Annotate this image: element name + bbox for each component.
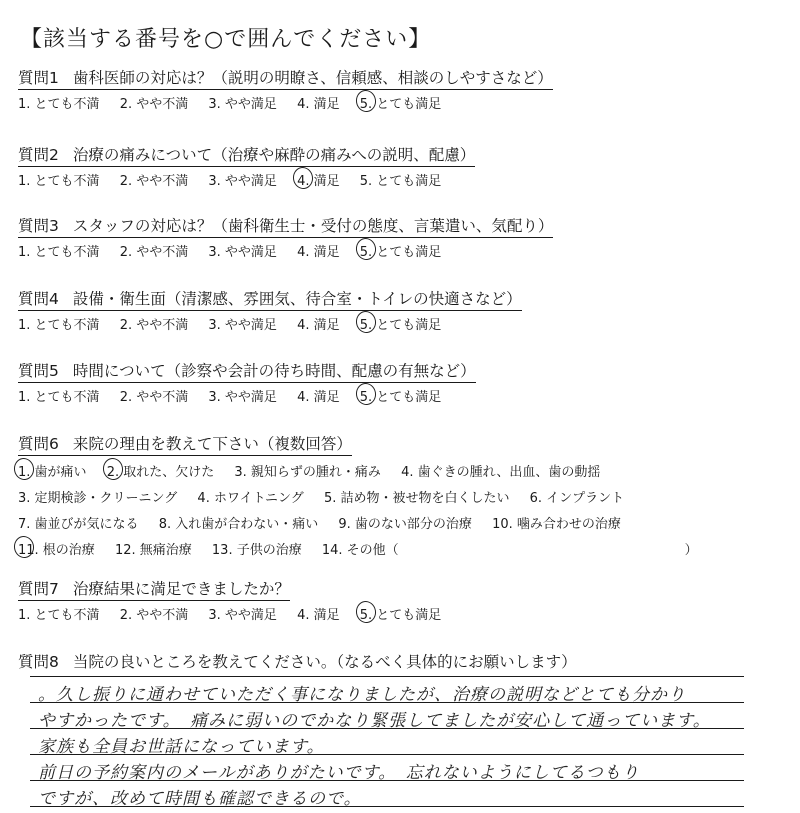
- question-6-label: 質問6: [18, 435, 59, 453]
- q6-option-14-other[interactable]: 14. その他（: [321, 543, 399, 558]
- comment-line-1: 。久し振りに通わせていただく事になりましたが、治療の説明などとても分かり: [38, 685, 686, 705]
- q1-option-3[interactable]: 3. やや満足: [208, 97, 277, 112]
- q3-option-1[interactable]: 1. とても不満: [18, 245, 100, 260]
- question-4-options: [18, 314, 800, 333]
- question-8-label: 質問8: [18, 653, 59, 671]
- q6-options-row-4: [18, 539, 800, 558]
- q6-options-row-3: [18, 513, 800, 532]
- q6-option-10[interactable]: 10. 噛み合わせの治療: [492, 517, 621, 532]
- q6-options-row-1: [18, 461, 800, 480]
- q2-option-5[interactable]: 5. とても満足: [359, 174, 442, 189]
- question-1-text: 歯科医師の対応は？（説明の明瞭さ、信頼感、相談のしやすさなど）: [72, 69, 553, 87]
- q3-option-3[interactable]: 3. やや満足: [208, 245, 277, 260]
- q4-option-1[interactable]: 1. とても不満: [18, 318, 100, 333]
- q5-option-3[interactable]: 3. やや満足: [208, 390, 277, 405]
- question-5-options: [18, 386, 800, 405]
- q6-option-7[interactable]: 7. 歯並びが気になる: [18, 517, 139, 532]
- q6-option-4[interactable]: 4. 歯ぐきの腫れ、出血、歯の動揺: [401, 465, 601, 480]
- question-7-text: 治療結果に満足できましたか？: [72, 580, 290, 598]
- q6-option-5[interactable]: 5. 詰め物・被せ物を白くしたい: [323, 491, 510, 506]
- question-6-text: 来院の理由を教えて下さい（複数回答）: [72, 435, 352, 453]
- q6-option-8[interactable]: 8. 入れ歯が合わない・痛い: [158, 517, 319, 532]
- q6-option-13[interactable]: 13. 子供の治療: [211, 543, 302, 558]
- q6-option-4b[interactable]: 4. ホワイトニング: [197, 491, 304, 506]
- q6-option-2-circled[interactable]: 2. 取れた、欠けた: [107, 461, 215, 480]
- q6-option-9[interactable]: 9. 歯のない部分の治療: [338, 517, 472, 532]
- q2-option-2[interactable]: 2. やや不満: [119, 174, 189, 189]
- q5-option-1[interactable]: 1. とても不満: [18, 390, 100, 405]
- q7-option-1[interactable]: 1. とても不満: [18, 608, 100, 623]
- question-5-text: 時間について（診察や会計の待ち時間、配慮の有無など）: [72, 362, 476, 380]
- ruled-line: [30, 676, 744, 677]
- q1-option-2[interactable]: 2. やや不満: [119, 97, 189, 112]
- q7-option-2[interactable]: 2. やや不満: [119, 608, 189, 623]
- question-3-options: [18, 241, 800, 260]
- question-7-label: 質問7: [18, 580, 59, 598]
- q3-option-4[interactable]: 4. 満足: [297, 245, 340, 260]
- question-5-label: 質問5: [18, 362, 59, 380]
- comment-line-4: 前日の予約案内のメールがありがたいです。 忘れないようにしてるつもり: [38, 763, 640, 783]
- question-8: [18, 650, 800, 673]
- question-7-heading: [18, 577, 290, 601]
- q1-option-5-circled[interactable]: 5. とても満足: [360, 93, 442, 112]
- question-1: [18, 66, 800, 112]
- q5-option-4[interactable]: 4. 満足: [297, 390, 340, 405]
- question-2-heading: [18, 143, 475, 167]
- comment-line-5: ですが、改めて時間も確認できるので。: [38, 789, 362, 809]
- q7-option-4[interactable]: 4. 満足: [297, 608, 340, 623]
- q4-option-2[interactable]: 2. やや不満: [119, 318, 189, 333]
- q5-option-5-circled[interactable]: 5. とても満足: [360, 386, 442, 405]
- q6-option-3b[interactable]: 3. 定期検診・クリーニング: [18, 491, 178, 506]
- q4-option-3[interactable]: 3. やや満足: [208, 318, 277, 333]
- question-1-heading: [18, 66, 553, 90]
- q3-option-2[interactable]: 2. やや不満: [119, 245, 189, 260]
- question-8-text: 当院の良いところを教えてください。（なるべく具体的にお願いします）: [72, 653, 577, 671]
- q4-option-5-circled[interactable]: 5. とても満足: [360, 314, 442, 333]
- q6-options-row-2: [18, 487, 800, 506]
- q6-option-1-circled[interactable]: 1. 歯が痛い: [18, 461, 87, 480]
- question-2-options: [18, 170, 800, 189]
- question-4: [18, 287, 800, 333]
- q6-option-11-circled[interactable]: 11. 根の治療: [18, 539, 95, 558]
- question-3-text: スタッフの対応は？（歯科衛生士・受付の態度、言葉遣い、気配り）: [72, 217, 554, 235]
- question-4-label: 質問4: [18, 290, 59, 308]
- q4-option-4[interactable]: 4. 満足: [297, 318, 340, 333]
- question-2-text: 治療の痛みについて（治療や麻酔の痛みへの説明、配慮）: [72, 146, 476, 164]
- q6-other-close-paren: ）: [684, 543, 698, 558]
- q6-option-12[interactable]: 12. 無痛治療: [114, 543, 192, 558]
- question-8-heading: [18, 650, 577, 673]
- question-5: [18, 359, 800, 405]
- question-5-heading: [18, 359, 476, 383]
- question-1-label: 質問1: [18, 69, 59, 87]
- q1-option-4[interactable]: 4. 満足: [297, 97, 340, 112]
- question-4-heading: [18, 287, 522, 311]
- q2-option-4-circled[interactable]: 4. 満足: [297, 170, 340, 189]
- question-7: [18, 577, 800, 623]
- question-3: [18, 214, 800, 260]
- question-3-label: 質問3: [18, 217, 59, 235]
- question-2-label: 質問2: [18, 146, 59, 164]
- q2-option-1[interactable]: 1. とても不満: [18, 174, 100, 189]
- comment-line-3: 家族も全員お世話になっています。: [38, 737, 325, 757]
- form-instruction-header: 【該当する番号を○で囲んでください】: [20, 27, 432, 52]
- q6-option-6[interactable]: 6. インプラント: [529, 491, 625, 506]
- question-6-heading: [18, 432, 352, 456]
- q3-option-5-circled[interactable]: 5. とても満足: [360, 241, 442, 260]
- q6-option-3[interactable]: 3. 親知らずの腫れ・痛み: [234, 465, 381, 480]
- question-7-options: [18, 604, 800, 623]
- question-6: [18, 432, 800, 558]
- question-4-text: 設備・衛生面（清潔感、雰囲気、待合室・トイレの快適さなど）: [72, 290, 522, 308]
- comment-line-2: やすかったです。 痛みに弱いのでかなり緊張してましたが安心して通っています。: [38, 711, 711, 731]
- question-2: [18, 143, 800, 189]
- q5-option-2[interactable]: 2. やや不満: [119, 390, 189, 405]
- q7-option-5-circled[interactable]: 5. とても満足: [360, 604, 442, 623]
- q7-option-3[interactable]: 3. やや満足: [208, 608, 277, 623]
- question-3-heading: [18, 214, 553, 238]
- q1-option-1[interactable]: 1. とても不満: [18, 97, 100, 112]
- q2-option-3[interactable]: 3. やや満足: [208, 174, 277, 189]
- question-1-options: [18, 93, 800, 112]
